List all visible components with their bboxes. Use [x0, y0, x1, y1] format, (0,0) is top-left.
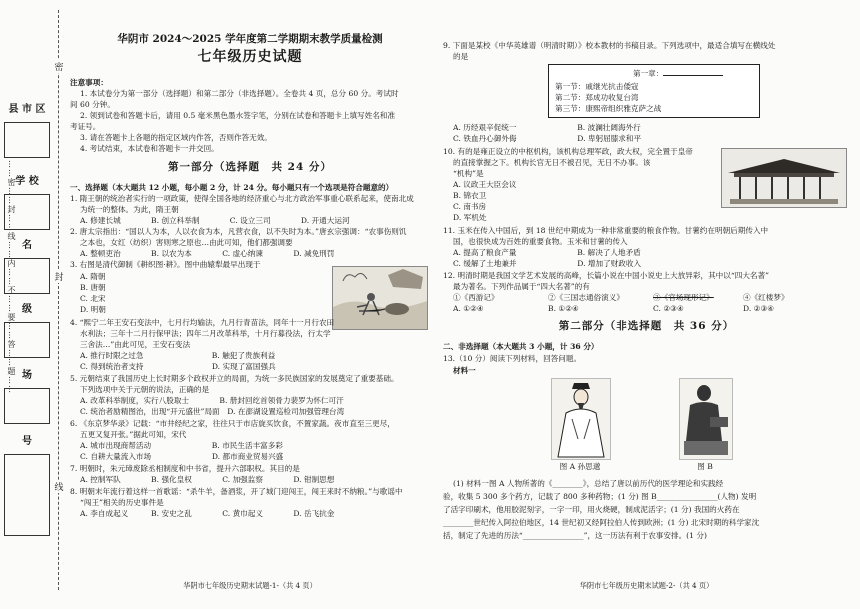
field-room	[2, 366, 52, 381]
building-photo	[721, 148, 847, 208]
option-line: A. 提高了粮食产量 B. 解决了人地矛盾	[453, 248, 641, 257]
notice-line: 考证号。	[70, 122, 101, 131]
option-line: A. 修建长城 B. 创立科举制 C. 设立三司 D. 开通大运河	[80, 216, 350, 225]
notice-line: 2. 领到试卷和答题卡后，请用 0.5 毫米黑色墨水签字笔，分别在试卷和答题卡上填写姓名和准	[80, 111, 396, 120]
question-line: 13.（10 分）阅读下列材料，回答问题。	[443, 354, 582, 363]
field-box[interactable]	[4, 194, 50, 230]
option-line: C. 铁血丹心御外侮 D. 卑躬屈膝求和平	[453, 134, 642, 143]
seal-mark: 封	[53, 270, 65, 283]
question-line: 水利法；三年十二月行保甲法；四年二月改革科举，十月行募役法，行太学	[80, 329, 331, 338]
catalog-box	[548, 64, 760, 118]
farming-illustration	[332, 266, 428, 330]
question-line: 6. 《东京梦华录》记载：“市井经纪之家，往往只于市店旋买饮食，不置家蔬。夜市直至三更尽，	[70, 419, 395, 428]
option-line: D. 明朝	[80, 305, 106, 314]
question-line: 国，也很快成为百姓的重要食物。玉米和甘薯的传入	[453, 237, 628, 246]
question-line: 3. 右图是清代御制《耕织图·耕》。图中曲辕犁最早出现于	[70, 260, 261, 269]
option-line: C. 得到统治者支持 D. 实现了富国强兵	[80, 362, 276, 371]
field-box[interactable]	[4, 388, 50, 424]
option-line: A. ①②④	[453, 304, 484, 313]
option-line: B. 唐朝	[80, 283, 106, 292]
part2-title: 第二部分（非选择题 共 36 分）	[558, 320, 735, 332]
answer-line: 了活字印刷术，他用胶泥刻字，一字一印，用火烧硬，制成泥活字；(1 分) 我国的火药在	[443, 505, 740, 514]
notice-line: 4. 考试结束，本试卷和答题卡一并交回。	[80, 144, 219, 153]
option-line: A. 历经艰辛促统一 B. 波澜壮阔海外行	[453, 123, 641, 132]
field-name	[2, 236, 52, 251]
question-line: 的直接掌握之下。机构长官无日不被召见，无日不办事。该	[453, 158, 651, 167]
option-line: C. 南书房	[453, 202, 487, 211]
seal-line	[58, 10, 59, 590]
option-line: A. 议政王大臣会议	[453, 180, 517, 189]
question-line: 12. 明清时期是我国文学艺术发展的高峰，长篇小说在中国小说史上大放异彩，其中以“四大名著”	[443, 271, 769, 280]
q12-item: ③《官场现形记》	[653, 293, 714, 302]
section-instruction: 一、选择题（本大题共 12 小题，每小题 2 分，计 24 分。每小题只有一个选项是符合题意的）	[70, 183, 394, 192]
part1-title: 第一部分（选择题 共 24 分）	[168, 161, 332, 173]
answer-line: (1) 材料一图 A 人物所著的《________》，总结了唐以前历代的医学理论和实践经	[453, 479, 724, 488]
field-label: 名	[22, 240, 32, 251]
field-label: 县 市 区	[8, 104, 46, 115]
exam-header-title: 华阴市 2024～2025 学年度第二学期期末教学质量检测	[117, 33, 383, 45]
figure-b-caption: 图 B	[697, 462, 713, 471]
option-line: A. 控制军队 B. 强化皇权 C. 加强监察 D. 钳制思想	[80, 475, 335, 484]
question-line: 11. 玉米在传入中国后，到 18 世纪中期成为一种非常重要的粮食作物。甘薯约在明朝后期传入中	[443, 226, 769, 235]
option-line: A. 改革科举制度，实行八股取士 B. 册封回纥首领骨力裴罗为怀仁可汗	[80, 396, 344, 405]
field-box[interactable]	[4, 454, 50, 536]
field-box[interactable]	[4, 122, 50, 158]
figure-a-caption: 图 A 孙思邈	[559, 462, 601, 471]
portrait-sun-simiao	[551, 378, 611, 460]
option-line: C. 自耕大量流入市场 D. 都市商业贸易兴盛	[80, 452, 284, 461]
field-label: 级	[22, 304, 32, 315]
seal-mark: 线	[53, 480, 65, 493]
answer-line: 验，收集 5 300 多个药方，记载了 800 多种药物；(1 分) 图 B________________(人物) 发明	[443, 492, 757, 501]
question-line: 三舍法…”由此可见，王安石变法	[80, 340, 191, 349]
option-line: A. 推行时限之过急 B. 触犯了贵族利益	[80, 351, 276, 360]
catalog-section: 第三节：康熙帝组织雅克萨之战	[555, 104, 662, 113]
option-line: D. 军机处	[453, 213, 487, 222]
page-1	[70, 0, 430, 609]
question-line: 1. 隋王朝的统治者实行的一项政策，使得全国各地的经济重心与北方政治军事重心联系起来，使南北成	[70, 194, 414, 203]
q12-item: ②《三国志通俗演义》	[548, 293, 624, 302]
question-line: 下列选项中关于元朝的说法，正确的是	[80, 385, 210, 394]
page-footer: 华阴市七年级历史期末试题-1-（共 4 页）	[183, 581, 317, 590]
catalog-section: 第二节：郑成功收复台湾	[555, 93, 639, 102]
option-line: A. 隋朝	[80, 272, 106, 281]
option-line: A. 李自成起义 B. 安史之乱 C. 黄巾起义 D. 岳飞抗金	[80, 509, 335, 518]
option-line: D. ②③④	[743, 304, 775, 313]
binding-strip	[0, 0, 68, 609]
notice-line: 3. 请在答题卡上各题的指定区域内作答，否则作答无效。	[80, 133, 272, 142]
option-line: A. 城市出现商帮活动 B. 市民生活丰富多彩	[80, 441, 283, 450]
field-label: 号	[22, 436, 32, 447]
question-line: 9. 下面是某校《中华英雄谱（明清时期）》校本教材的书稿目录。下列选项中，最适合填写在横线处	[443, 41, 776, 50]
option-line: B. 锦衣卫	[453, 191, 487, 200]
field-school	[2, 172, 52, 187]
option-line: C. 缓解了土地兼并 D. 增加了财政收入	[453, 259, 642, 268]
field-county	[2, 100, 52, 115]
option-line: C. ②③④	[653, 304, 684, 313]
q12-item: ④《红楼梦》	[743, 293, 789, 302]
question-line: 之本也，女红（纺织）害则寒之原也…由此可知，他们都强调要	[80, 238, 293, 247]
option-line: A. 整顿吏治 B. 以农为本 C. 虚心纳谏 D. 减免刑罚	[80, 249, 335, 258]
catalog-section: 第一节：戚继光抗击倭寇	[555, 82, 639, 91]
answer-line: 括，制定了先进的历法“________________”，这一历法有利于农事安排。(1 分)	[443, 531, 707, 540]
page-footer: 华阴市七年级历史期末试题-2-（共 4 页）	[579, 581, 714, 590]
option-line: C. 北宋	[80, 294, 106, 303]
catalog-chapter: 第一章：	[633, 68, 723, 79]
q12-item: ①《西游记》	[453, 293, 499, 302]
notice-line: 间 60 分钟。	[70, 100, 115, 109]
question-line: 的是	[453, 52, 469, 61]
option-line: C. 统治者励精图治，出现“开元盛世”局面 D. 在澎湖设置巡检司加强管理台湾	[80, 407, 345, 416]
seal-mark: 密	[53, 60, 65, 73]
answer-line: ________世纪传入阿拉伯地区，14 世纪初又经阿拉伯人传到欧洲；(1 分) 北宋时期的科学家沈	[443, 518, 760, 527]
material-label: 材料一	[453, 366, 476, 375]
figure-b-statue	[679, 378, 733, 460]
question-line: 5. 元朝结束了我国历史上长时期多个政权并立的局面，为统一多民族国家的发展奠定了重要基础。	[70, 374, 399, 383]
option-line: B. ①②④	[548, 304, 579, 313]
exam-main-title: 七年级历史试题	[197, 49, 303, 65]
notice-line: 1. 本试卷分为第一部分（选择题）和第二部分（非选择题）。全卷共 4 页，总分 60 分。考试时	[80, 89, 399, 98]
question-line: 7. 明朝时，朱元璋废除丞相制度和中书省，提升六部职权。其目的是	[70, 464, 300, 473]
field-class	[2, 300, 52, 315]
question-line: 8. 明朝末年流行着这样一首歌谣：“杀牛羊，备酒浆，开了城门迎闯王，闯王来时不纳粮。”与歌谣中	[70, 487, 403, 496]
question-line: 2. 唐太宗指出：“国以人为本，人以衣食为本，凡营衣食，以不失时为本。”唐玄宗强调：“农事伤则饥	[70, 227, 407, 236]
field-number	[2, 432, 52, 447]
page-2	[443, 0, 850, 609]
field-label: 场	[22, 370, 32, 381]
question-line: 最为著名。下列作品属于“四大名著”的有	[453, 282, 590, 291]
seal-note: ……密……封……线……内……不……要……答……题……	[7, 160, 16, 394]
notice-heading: 注意事项：	[70, 78, 108, 87]
question-line: 4. “熙宁二年王安石变法中，七月行均输法，九月行青苗法，同年十一月行农田	[70, 318, 335, 327]
field-box[interactable]	[4, 322, 50, 358]
question-line: 10. 有的是雍正设立的中枢机构，该机构总理军政，政大权，完全置于皇帝	[443, 147, 693, 156]
field-label: 学 校	[15, 176, 39, 187]
question-line: “机构”是	[453, 169, 484, 178]
field-box[interactable]	[4, 258, 50, 294]
section-instruction: 二、非选择题（本大题共 3 小题，计 36 分）	[443, 342, 599, 351]
question-line: 为统一的整体。为此，隋王朝	[80, 205, 179, 214]
question-line: “闯王”相关的历史事件是	[80, 498, 164, 507]
question-line: 五更又复开张。”据此可知，宋代	[80, 430, 187, 439]
